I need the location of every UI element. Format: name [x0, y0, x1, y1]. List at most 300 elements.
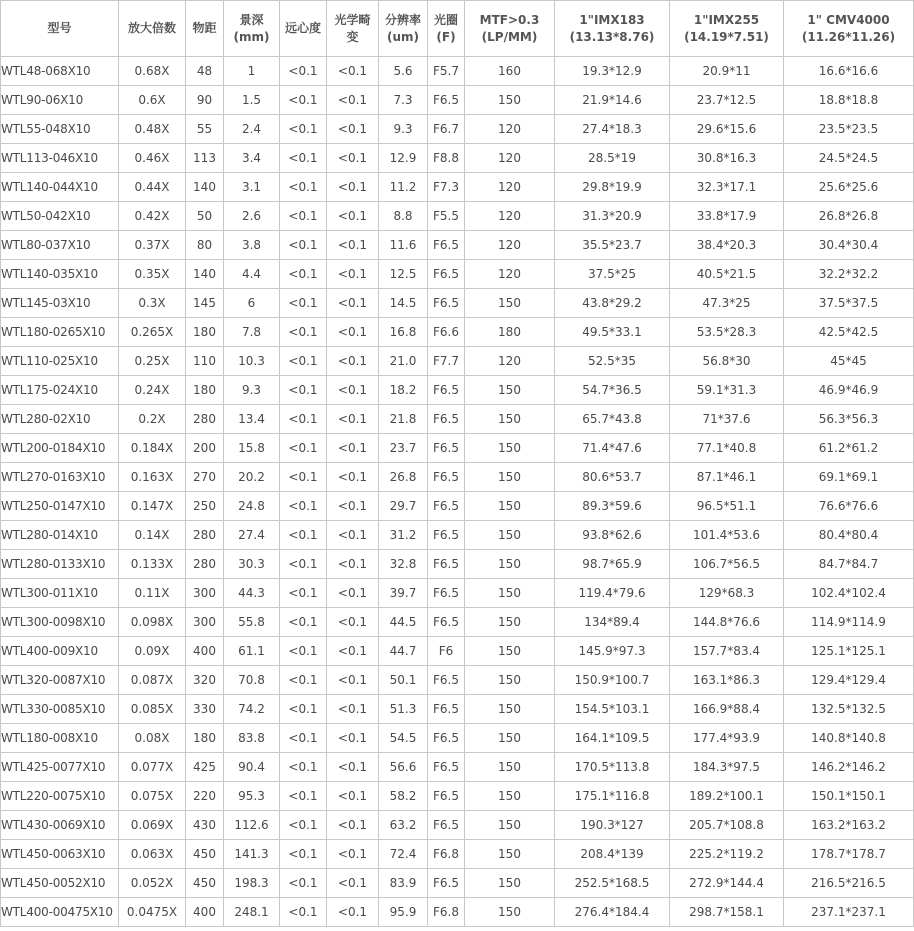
cell-cmv4000-fov: 56.3*56.3 [784, 405, 914, 434]
cell-imx255-fov: 189.2*100.1 [670, 782, 784, 811]
cell-working-distance: 140 [186, 260, 224, 289]
cell-cmv4000-fov: 45*45 [784, 347, 914, 376]
cell-mtf: 150 [465, 869, 555, 898]
cell-cmv4000-fov: 30.4*30.4 [784, 231, 914, 260]
cell-magnification: 0.075X [119, 782, 186, 811]
cell-imx255-fov: 272.9*144.4 [670, 869, 784, 898]
cell-aperture: F6.8 [428, 898, 465, 927]
cell-aperture: F6.8 [428, 840, 465, 869]
cell-model: WTL180-008X10 [1, 724, 119, 753]
cell-model: WTL110-025X10 [1, 347, 119, 376]
cell-magnification: 0.133X [119, 550, 186, 579]
cell-magnification: 0.35X [119, 260, 186, 289]
cell-aperture: F5.7 [428, 57, 465, 86]
cell-telecentricity: <0.1 [280, 608, 327, 637]
cell-aperture: F6.5 [428, 231, 465, 260]
cell-depth-of-field: 2.6 [224, 202, 280, 231]
cell-cmv4000-fov: 80.4*80.4 [784, 521, 914, 550]
cell-telecentricity: <0.1 [280, 463, 327, 492]
cell-cmv4000-fov: 102.4*102.4 [784, 579, 914, 608]
cell-magnification: 0.14X [119, 521, 186, 550]
cell-aperture: F6.5 [428, 724, 465, 753]
cell-aperture: F6.5 [428, 260, 465, 289]
table-row [1, 405, 914, 434]
table-row [1, 666, 914, 695]
cell-mtf: 150 [465, 753, 555, 782]
cell-working-distance: 280 [186, 521, 224, 550]
cell-depth-of-field: 90.4 [224, 753, 280, 782]
cell-aperture: F6.5 [428, 463, 465, 492]
cell-depth-of-field: 2.4 [224, 115, 280, 144]
table-body [1, 57, 914, 927]
cell-telecentricity: <0.1 [280, 637, 327, 666]
cell-telecentricity: <0.1 [280, 521, 327, 550]
cell-telecentricity: <0.1 [280, 811, 327, 840]
header-working-distance-line: 物距 [192, 21, 217, 35]
cell-magnification: 0.3X [119, 289, 186, 318]
cell-distortion: <0.1 [327, 753, 379, 782]
cell-distortion: <0.1 [327, 869, 379, 898]
cell-working-distance: 113 [186, 144, 224, 173]
cell-depth-of-field: 30.3 [224, 550, 280, 579]
cell-model: WTL430-0069X10 [1, 811, 119, 840]
cell-depth-of-field: 1.5 [224, 86, 280, 115]
cell-magnification: 0.68X [119, 57, 186, 86]
cell-working-distance: 300 [186, 579, 224, 608]
cell-resolution: 21.8 [379, 405, 428, 434]
cell-telecentricity: <0.1 [280, 753, 327, 782]
cell-mtf: 160 [465, 57, 555, 86]
cell-mtf: 150 [465, 782, 555, 811]
cell-aperture: F6.5 [428, 666, 465, 695]
cell-imx255-fov: 144.8*76.6 [670, 608, 784, 637]
cell-resolution: 39.7 [379, 579, 428, 608]
header-distortion-line: 变 [346, 29, 359, 44]
cell-resolution: 83.9 [379, 869, 428, 898]
table-row [1, 521, 914, 550]
cell-magnification: 0.46X [119, 144, 186, 173]
cell-mtf: 150 [465, 434, 555, 463]
cell-aperture: F6.5 [428, 492, 465, 521]
header-imx255-fov-line: 1"IMX255 [693, 12, 760, 27]
cell-magnification: 0.265X [119, 318, 186, 347]
cell-distortion: <0.1 [327, 289, 379, 318]
cell-working-distance: 180 [186, 376, 224, 405]
table-row [1, 695, 914, 724]
cell-resolution: 44.5 [379, 608, 428, 637]
table-row [1, 898, 914, 927]
cell-distortion: <0.1 [327, 550, 379, 579]
cell-cmv4000-fov: 24.5*24.5 [784, 144, 914, 173]
cell-working-distance: 450 [186, 869, 224, 898]
cell-cmv4000-fov: 125.1*125.1 [784, 637, 914, 666]
cell-distortion: <0.1 [327, 521, 379, 550]
cell-cmv4000-fov: 237.1*237.1 [784, 898, 914, 927]
cell-imx255-fov: 106.7*56.5 [670, 550, 784, 579]
cell-imx183-fov: 37.5*25 [555, 260, 670, 289]
cell-resolution: 8.8 [379, 202, 428, 231]
cell-aperture: F7.3 [428, 173, 465, 202]
cell-distortion: <0.1 [327, 724, 379, 753]
cell-imx183-fov: 28.5*19 [555, 144, 670, 173]
table-row [1, 202, 914, 231]
table-row [1, 840, 914, 869]
cell-imx183-fov: 19.3*12.9 [555, 57, 670, 86]
cell-imx183-fov: 190.3*127 [555, 811, 670, 840]
cell-imx183-fov: 54.7*36.5 [555, 376, 670, 405]
cell-model: WTL400-00475X10 [1, 898, 119, 927]
cell-imx183-fov: 208.4*139 [555, 840, 670, 869]
cell-telecentricity: <0.1 [280, 57, 327, 86]
cell-working-distance: 320 [186, 666, 224, 695]
cell-mtf: 150 [465, 289, 555, 318]
cell-resolution: 18.2 [379, 376, 428, 405]
cell-imx183-fov: 49.5*33.1 [555, 318, 670, 347]
cell-distortion: <0.1 [327, 405, 379, 434]
cell-distortion: <0.1 [327, 376, 379, 405]
cell-cmv4000-fov: 146.2*146.2 [784, 753, 914, 782]
cell-imx255-fov: 129*68.3 [670, 579, 784, 608]
cell-magnification: 0.09X [119, 637, 186, 666]
cell-distortion: <0.1 [327, 318, 379, 347]
cell-telecentricity: <0.1 [280, 376, 327, 405]
cell-mtf: 150 [465, 405, 555, 434]
cell-resolution: 11.6 [379, 231, 428, 260]
table-row [1, 173, 914, 202]
cell-resolution: 56.6 [379, 753, 428, 782]
cell-depth-of-field: 3.1 [224, 173, 280, 202]
cell-imx255-fov: 157.7*83.4 [670, 637, 784, 666]
cell-telecentricity: <0.1 [280, 405, 327, 434]
cell-mtf: 150 [465, 637, 555, 666]
cell-telecentricity: <0.1 [280, 144, 327, 173]
table-row [1, 231, 914, 260]
cell-model: WTL55-048X10 [1, 115, 119, 144]
cell-model: WTL280-0133X10 [1, 550, 119, 579]
cell-imx255-fov: 96.5*51.1 [670, 492, 784, 521]
cell-working-distance: 110 [186, 347, 224, 376]
cell-imx255-fov: 20.9*11 [670, 57, 784, 86]
cell-depth-of-field: 70.8 [224, 666, 280, 695]
cell-depth-of-field: 83.8 [224, 724, 280, 753]
header-magnification-line: 放大倍数 [127, 21, 176, 35]
cell-cmv4000-fov: 37.5*37.5 [784, 289, 914, 318]
cell-magnification: 0.44X [119, 173, 186, 202]
header-model [1, 1, 119, 57]
header-cmv4000-fov [784, 1, 914, 57]
cell-resolution: 12.9 [379, 144, 428, 173]
cell-aperture: F6.5 [428, 405, 465, 434]
cell-depth-of-field: 9.3 [224, 376, 280, 405]
header-cmv4000-fov-line: 1" CMV4000 [807, 12, 890, 27]
cell-depth-of-field: 141.3 [224, 840, 280, 869]
cell-working-distance: 80 [186, 231, 224, 260]
cell-telecentricity: <0.1 [280, 782, 327, 811]
cell-mtf: 120 [465, 144, 555, 173]
cell-imx255-fov: 225.2*119.2 [670, 840, 784, 869]
cell-cmv4000-fov: 129.4*129.4 [784, 666, 914, 695]
cell-cmv4000-fov: 114.9*114.9 [784, 608, 914, 637]
cell-mtf: 150 [465, 86, 555, 115]
cell-resolution: 29.7 [379, 492, 428, 521]
cell-mtf: 150 [465, 811, 555, 840]
header-resolution-line: (um) [386, 29, 419, 44]
cell-model: WTL200-0184X10 [1, 434, 119, 463]
table-row [1, 637, 914, 666]
table-row [1, 318, 914, 347]
cell-distortion: <0.1 [327, 811, 379, 840]
cell-working-distance: 280 [186, 405, 224, 434]
cell-magnification: 0.6X [119, 86, 186, 115]
cell-telecentricity: <0.1 [280, 840, 327, 869]
cell-depth-of-field: 4.4 [224, 260, 280, 289]
cell-cmv4000-fov: 25.6*25.6 [784, 173, 914, 202]
cell-imx255-fov: 33.8*17.9 [670, 202, 784, 231]
cell-depth-of-field: 27.4 [224, 521, 280, 550]
table-row [1, 376, 914, 405]
cell-mtf: 150 [465, 550, 555, 579]
cell-imx183-fov: 31.3*20.9 [555, 202, 670, 231]
cell-magnification: 0.052X [119, 869, 186, 898]
cell-resolution: 58.2 [379, 782, 428, 811]
cell-model: WTL280-014X10 [1, 521, 119, 550]
cell-depth-of-field: 1 [224, 57, 280, 86]
cell-depth-of-field: 20.2 [224, 463, 280, 492]
cell-magnification: 0.163X [119, 463, 186, 492]
cell-distortion: <0.1 [327, 260, 379, 289]
cell-resolution: 12.5 [379, 260, 428, 289]
cell-telecentricity: <0.1 [280, 898, 327, 927]
cell-model: WTL280-02X10 [1, 405, 119, 434]
cell-magnification: 0.0475X [119, 898, 186, 927]
cell-mtf: 120 [465, 115, 555, 144]
cell-telecentricity: <0.1 [280, 666, 327, 695]
cell-imx255-fov: 29.6*15.6 [670, 115, 784, 144]
cell-distortion: <0.1 [327, 608, 379, 637]
cell-aperture: F8.8 [428, 144, 465, 173]
cell-mtf: 120 [465, 231, 555, 260]
cell-magnification: 0.147X [119, 492, 186, 521]
cell-cmv4000-fov: 16.6*16.6 [784, 57, 914, 86]
cell-imx255-fov: 166.9*88.4 [670, 695, 784, 724]
cell-aperture: F6.6 [428, 318, 465, 347]
table-row [1, 724, 914, 753]
cell-model: WTL140-035X10 [1, 260, 119, 289]
table-row [1, 463, 914, 492]
cell-cmv4000-fov: 46.9*46.9 [784, 376, 914, 405]
header-working-distance [186, 1, 224, 57]
header-resolution-line: 分辨率 [384, 12, 421, 27]
cell-model: WTL220-0075X10 [1, 782, 119, 811]
cell-mtf: 150 [465, 724, 555, 753]
cell-imx183-fov: 170.5*113.8 [555, 753, 670, 782]
cell-resolution: 26.8 [379, 463, 428, 492]
cell-model: WTL425-0077X10 [1, 753, 119, 782]
cell-model: WTL90-06X10 [1, 86, 119, 115]
header-aperture [428, 1, 465, 57]
cell-distortion: <0.1 [327, 57, 379, 86]
cell-imx183-fov: 154.5*103.1 [555, 695, 670, 724]
cell-working-distance: 450 [186, 840, 224, 869]
cell-mtf: 120 [465, 347, 555, 376]
table-row [1, 144, 914, 173]
cell-imx183-fov: 145.9*97.3 [555, 637, 670, 666]
cell-cmv4000-fov: 216.5*216.5 [784, 869, 914, 898]
cell-resolution: 51.3 [379, 695, 428, 724]
cell-aperture: F6.5 [428, 753, 465, 782]
cell-distortion: <0.1 [327, 840, 379, 869]
header-aperture-line: (F) [436, 29, 456, 44]
cell-imx255-fov: 101.4*53.6 [670, 521, 784, 550]
cell-aperture: F6.5 [428, 521, 465, 550]
cell-magnification: 0.077X [119, 753, 186, 782]
cell-depth-of-field: 24.8 [224, 492, 280, 521]
cell-model: WTL400-009X10 [1, 637, 119, 666]
header-mtf-line: MTF>0.3 [479, 12, 540, 27]
cell-imx255-fov: 77.1*40.8 [670, 434, 784, 463]
cell-working-distance: 55 [186, 115, 224, 144]
cell-working-distance: 430 [186, 811, 224, 840]
cell-mtf: 150 [465, 521, 555, 550]
cell-telecentricity: <0.1 [280, 231, 327, 260]
cell-imx255-fov: 23.7*12.5 [670, 86, 784, 115]
cell-model: WTL250-0147X10 [1, 492, 119, 521]
cell-imx255-fov: 47.3*25 [670, 289, 784, 318]
cell-imx255-fov: 71*37.6 [670, 405, 784, 434]
cell-model: WTL140-044X10 [1, 173, 119, 202]
header-imx183-fov-line: 1"IMX183 [579, 12, 645, 27]
cell-resolution: 7.3 [379, 86, 428, 115]
cell-telecentricity: <0.1 [280, 115, 327, 144]
cell-imx183-fov: 134*89.4 [555, 608, 670, 637]
cell-cmv4000-fov: 61.2*61.2 [784, 434, 914, 463]
cell-resolution: 63.2 [379, 811, 428, 840]
cell-imx255-fov: 30.8*16.3 [670, 144, 784, 173]
cell-mtf: 150 [465, 376, 555, 405]
cell-telecentricity: <0.1 [280, 318, 327, 347]
cell-magnification: 0.069X [119, 811, 186, 840]
cell-aperture: F7.7 [428, 347, 465, 376]
cell-mtf: 120 [465, 202, 555, 231]
cell-imx255-fov: 32.3*17.1 [670, 173, 784, 202]
header-imx255-fov-line: (14.19*7.51) [684, 29, 769, 44]
cell-mtf: 150 [465, 579, 555, 608]
cell-depth-of-field: 74.2 [224, 695, 280, 724]
cell-resolution: 9.3 [379, 115, 428, 144]
cell-imx183-fov: 119.4*79.6 [555, 579, 670, 608]
header-row [1, 1, 914, 57]
cell-telecentricity: <0.1 [280, 434, 327, 463]
cell-cmv4000-fov: 23.5*23.5 [784, 115, 914, 144]
cell-imx183-fov: 35.5*23.7 [555, 231, 670, 260]
cell-mtf: 150 [465, 840, 555, 869]
header-depth-of-field-line: (mm) [233, 29, 270, 44]
header-telecentricity [280, 1, 327, 57]
cell-distortion: <0.1 [327, 463, 379, 492]
cell-distortion: <0.1 [327, 144, 379, 173]
header-model-line: 型号 [47, 21, 72, 35]
cell-mtf: 150 [465, 492, 555, 521]
cell-working-distance: 300 [186, 608, 224, 637]
cell-resolution: 14.5 [379, 289, 428, 318]
cell-aperture: F6.5 [428, 579, 465, 608]
cell-cmv4000-fov: 69.1*69.1 [784, 463, 914, 492]
cell-working-distance: 200 [186, 434, 224, 463]
header-telecentricity-line: 远心度 [284, 21, 321, 35]
cell-imx255-fov: 298.7*158.1 [670, 898, 784, 927]
cell-working-distance: 220 [186, 782, 224, 811]
cell-magnification: 0.063X [119, 840, 186, 869]
cell-mtf: 180 [465, 318, 555, 347]
cell-telecentricity: <0.1 [280, 260, 327, 289]
cell-working-distance: 180 [186, 318, 224, 347]
cell-depth-of-field: 55.8 [224, 608, 280, 637]
table-row [1, 869, 914, 898]
cell-resolution: 95.9 [379, 898, 428, 927]
cell-aperture: F6.5 [428, 289, 465, 318]
cell-aperture: F6.5 [428, 434, 465, 463]
cell-resolution: 5.6 [379, 57, 428, 86]
table-row [1, 434, 914, 463]
cell-cmv4000-fov: 163.2*163.2 [784, 811, 914, 840]
cell-depth-of-field: 3.4 [224, 144, 280, 173]
cell-magnification: 0.25X [119, 347, 186, 376]
cell-distortion: <0.1 [327, 173, 379, 202]
cell-imx183-fov: 21.9*14.6 [555, 86, 670, 115]
cell-imx255-fov: 177.4*93.9 [670, 724, 784, 753]
cell-cmv4000-fov: 76.6*76.6 [784, 492, 914, 521]
table-header [1, 1, 914, 57]
cell-magnification: 0.24X [119, 376, 186, 405]
cell-depth-of-field: 6 [224, 289, 280, 318]
cell-imx183-fov: 93.8*62.6 [555, 521, 670, 550]
table-row [1, 550, 914, 579]
cell-depth-of-field: 3.8 [224, 231, 280, 260]
cell-cmv4000-fov: 140.8*140.8 [784, 724, 914, 753]
header-resolution [379, 1, 428, 57]
cell-magnification: 0.11X [119, 579, 186, 608]
table-row [1, 811, 914, 840]
cell-working-distance: 330 [186, 695, 224, 724]
cell-distortion: <0.1 [327, 782, 379, 811]
cell-imx255-fov: 56.8*30 [670, 347, 784, 376]
cell-depth-of-field: 13.4 [224, 405, 280, 434]
cell-imx255-fov: 38.4*20.3 [670, 231, 784, 260]
cell-distortion: <0.1 [327, 492, 379, 521]
cell-magnification: 0.48X [119, 115, 186, 144]
cell-telecentricity: <0.1 [280, 869, 327, 898]
header-mtf [465, 1, 555, 57]
cell-model: WTL80-037X10 [1, 231, 119, 260]
header-magnification [119, 1, 186, 57]
cell-imx183-fov: 252.5*168.5 [555, 869, 670, 898]
cell-distortion: <0.1 [327, 231, 379, 260]
cell-telecentricity: <0.1 [280, 724, 327, 753]
cell-model: WTL320-0087X10 [1, 666, 119, 695]
cell-imx255-fov: 53.5*28.3 [670, 318, 784, 347]
cell-model: WTL300-0098X10 [1, 608, 119, 637]
header-cmv4000-fov-line: (11.26*11.26) [801, 29, 896, 44]
cell-depth-of-field: 95.3 [224, 782, 280, 811]
cell-telecentricity: <0.1 [280, 173, 327, 202]
cell-distortion: <0.1 [327, 898, 379, 927]
cell-aperture: F6.5 [428, 86, 465, 115]
cell-distortion: <0.1 [327, 202, 379, 231]
cell-working-distance: 48 [186, 57, 224, 86]
cell-aperture: F6 [428, 637, 465, 666]
cell-imx183-fov: 276.4*184.4 [555, 898, 670, 927]
cell-resolution: 23.7 [379, 434, 428, 463]
